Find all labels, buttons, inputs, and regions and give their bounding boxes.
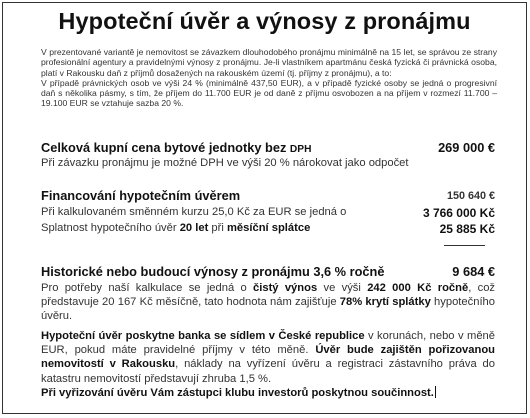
bank-section bbox=[41, 329, 495, 400]
mortgage-value-eur: 150 640 € bbox=[446, 190, 495, 202]
page-title: Hypoteční úvěr a výnosy z pronájmu bbox=[58, 8, 471, 34]
document-frame bbox=[2, 2, 527, 414]
mortgage-repay-row bbox=[41, 222, 495, 238]
yield-annual-value: 242 000 Kč ročně bbox=[367, 282, 469, 294]
yield-text-4: hypotečního úvěru. bbox=[41, 296, 496, 323]
mortgage-rate-text: Při kalkulovaném směnném kurzu 25,0 Kč za EUR se jedná o bbox=[41, 206, 347, 218]
yield-net-label: čistý výnos bbox=[253, 282, 318, 294]
mortgage-row bbox=[41, 188, 495, 206]
mortgage-label: Financování hypotečním úvěrem bbox=[41, 188, 241, 203]
mortgage-value-czk: 3 766 000 Kč bbox=[422, 206, 495, 220]
repay-text: Splatnost hypotečního úvěr bbox=[41, 222, 177, 234]
price-row bbox=[41, 140, 495, 155]
price-note: Při závazku pronájmu je možné DPH ve výši 20 % nárokovat jako odpočet bbox=[41, 157, 409, 169]
intro-paragraph-1: V prezentované variantě je nemovitost se závazkem dlouhodobého pronájmu minimálně na 15 let, se správou ze strany profesionální agentury a pravidelnými výnosy z pronájmu. Je-li vlastníkem apartmánu česká fyzická či právnická osoba, platí v Rakousku daň z příjmů dosažených na rakouském území (tj. příjmy z pronájmu), a to: bbox=[41, 47, 497, 78]
price-section bbox=[41, 140, 495, 169]
bank-bold-3: Při vyřizování úvěru Vám zástupci klubu investorů poskytnou součinnost. bbox=[41, 386, 434, 399]
bank-bold-2: Úvěr bude zajištěn pořizovanou nemovitostí v Rakousku bbox=[41, 344, 495, 371]
price-label-suffix: DPH bbox=[289, 144, 312, 155]
mortgage-section bbox=[41, 188, 495, 238]
repay-monthly-label: měsíční splátce bbox=[226, 222, 311, 234]
yield-text-1: Pro potřeby naší kalkulace se jedná o bbox=[41, 282, 247, 294]
bank-text-1: v korunách, nebo v měně EUR, pokud máte pravidelné příjmy v této měně. bbox=[41, 330, 495, 357]
bank-bold-1: Hypoteční úvěr poskytne banka se sídlem v České republice bbox=[41, 330, 365, 342]
yield-value: 9 684 € bbox=[452, 264, 495, 279]
sum-divider bbox=[444, 245, 485, 246]
price-label: Celková kupní cena bytové jednotky bez bbox=[41, 140, 287, 155]
yield-text-3: , což představuje 20 167 Kč měsíčně, tato hodnota nám zajišťuje bbox=[41, 282, 496, 309]
text-cursor bbox=[435, 386, 436, 398]
price-value: 269 000 € bbox=[438, 140, 495, 155]
yield-text bbox=[41, 281, 495, 324]
repay-mid: při bbox=[211, 222, 224, 234]
yield-section bbox=[41, 264, 495, 324]
yield-coverage: 78% krytí splátky bbox=[339, 296, 431, 309]
intro-paragraph-2: V případě právnických osob ve výši 24 % (minimálně 437,50 EUR), a v případě fyzické osoby se jedná o progresivní daň s několika pásmy, s tím, že příjem do 11.700 EUR je od daně z příjmu osvobozen a na příjem v rozmezí 11.700 – 19.100 EUR se vztahuje sazba 20 %. bbox=[41, 77, 497, 109]
intro-text bbox=[41, 47, 497, 109]
yield-label: Historické nebo budoucí výnosy z pronájmu 3,6 % ročně bbox=[41, 264, 385, 279]
repay-value: 25 885 Kč bbox=[439, 222, 495, 236]
mortgage-rate-row bbox=[41, 206, 495, 222]
yield-text-2: ve výši bbox=[323, 282, 361, 294]
repay-years: 20 let bbox=[179, 222, 209, 234]
yield-row bbox=[41, 264, 495, 281]
bank-text-2: , náklady na vyřízení úvěru a registraci zástavního práva do katastru nemovitostí představují zhruba 1,5 %. bbox=[41, 358, 495, 385]
